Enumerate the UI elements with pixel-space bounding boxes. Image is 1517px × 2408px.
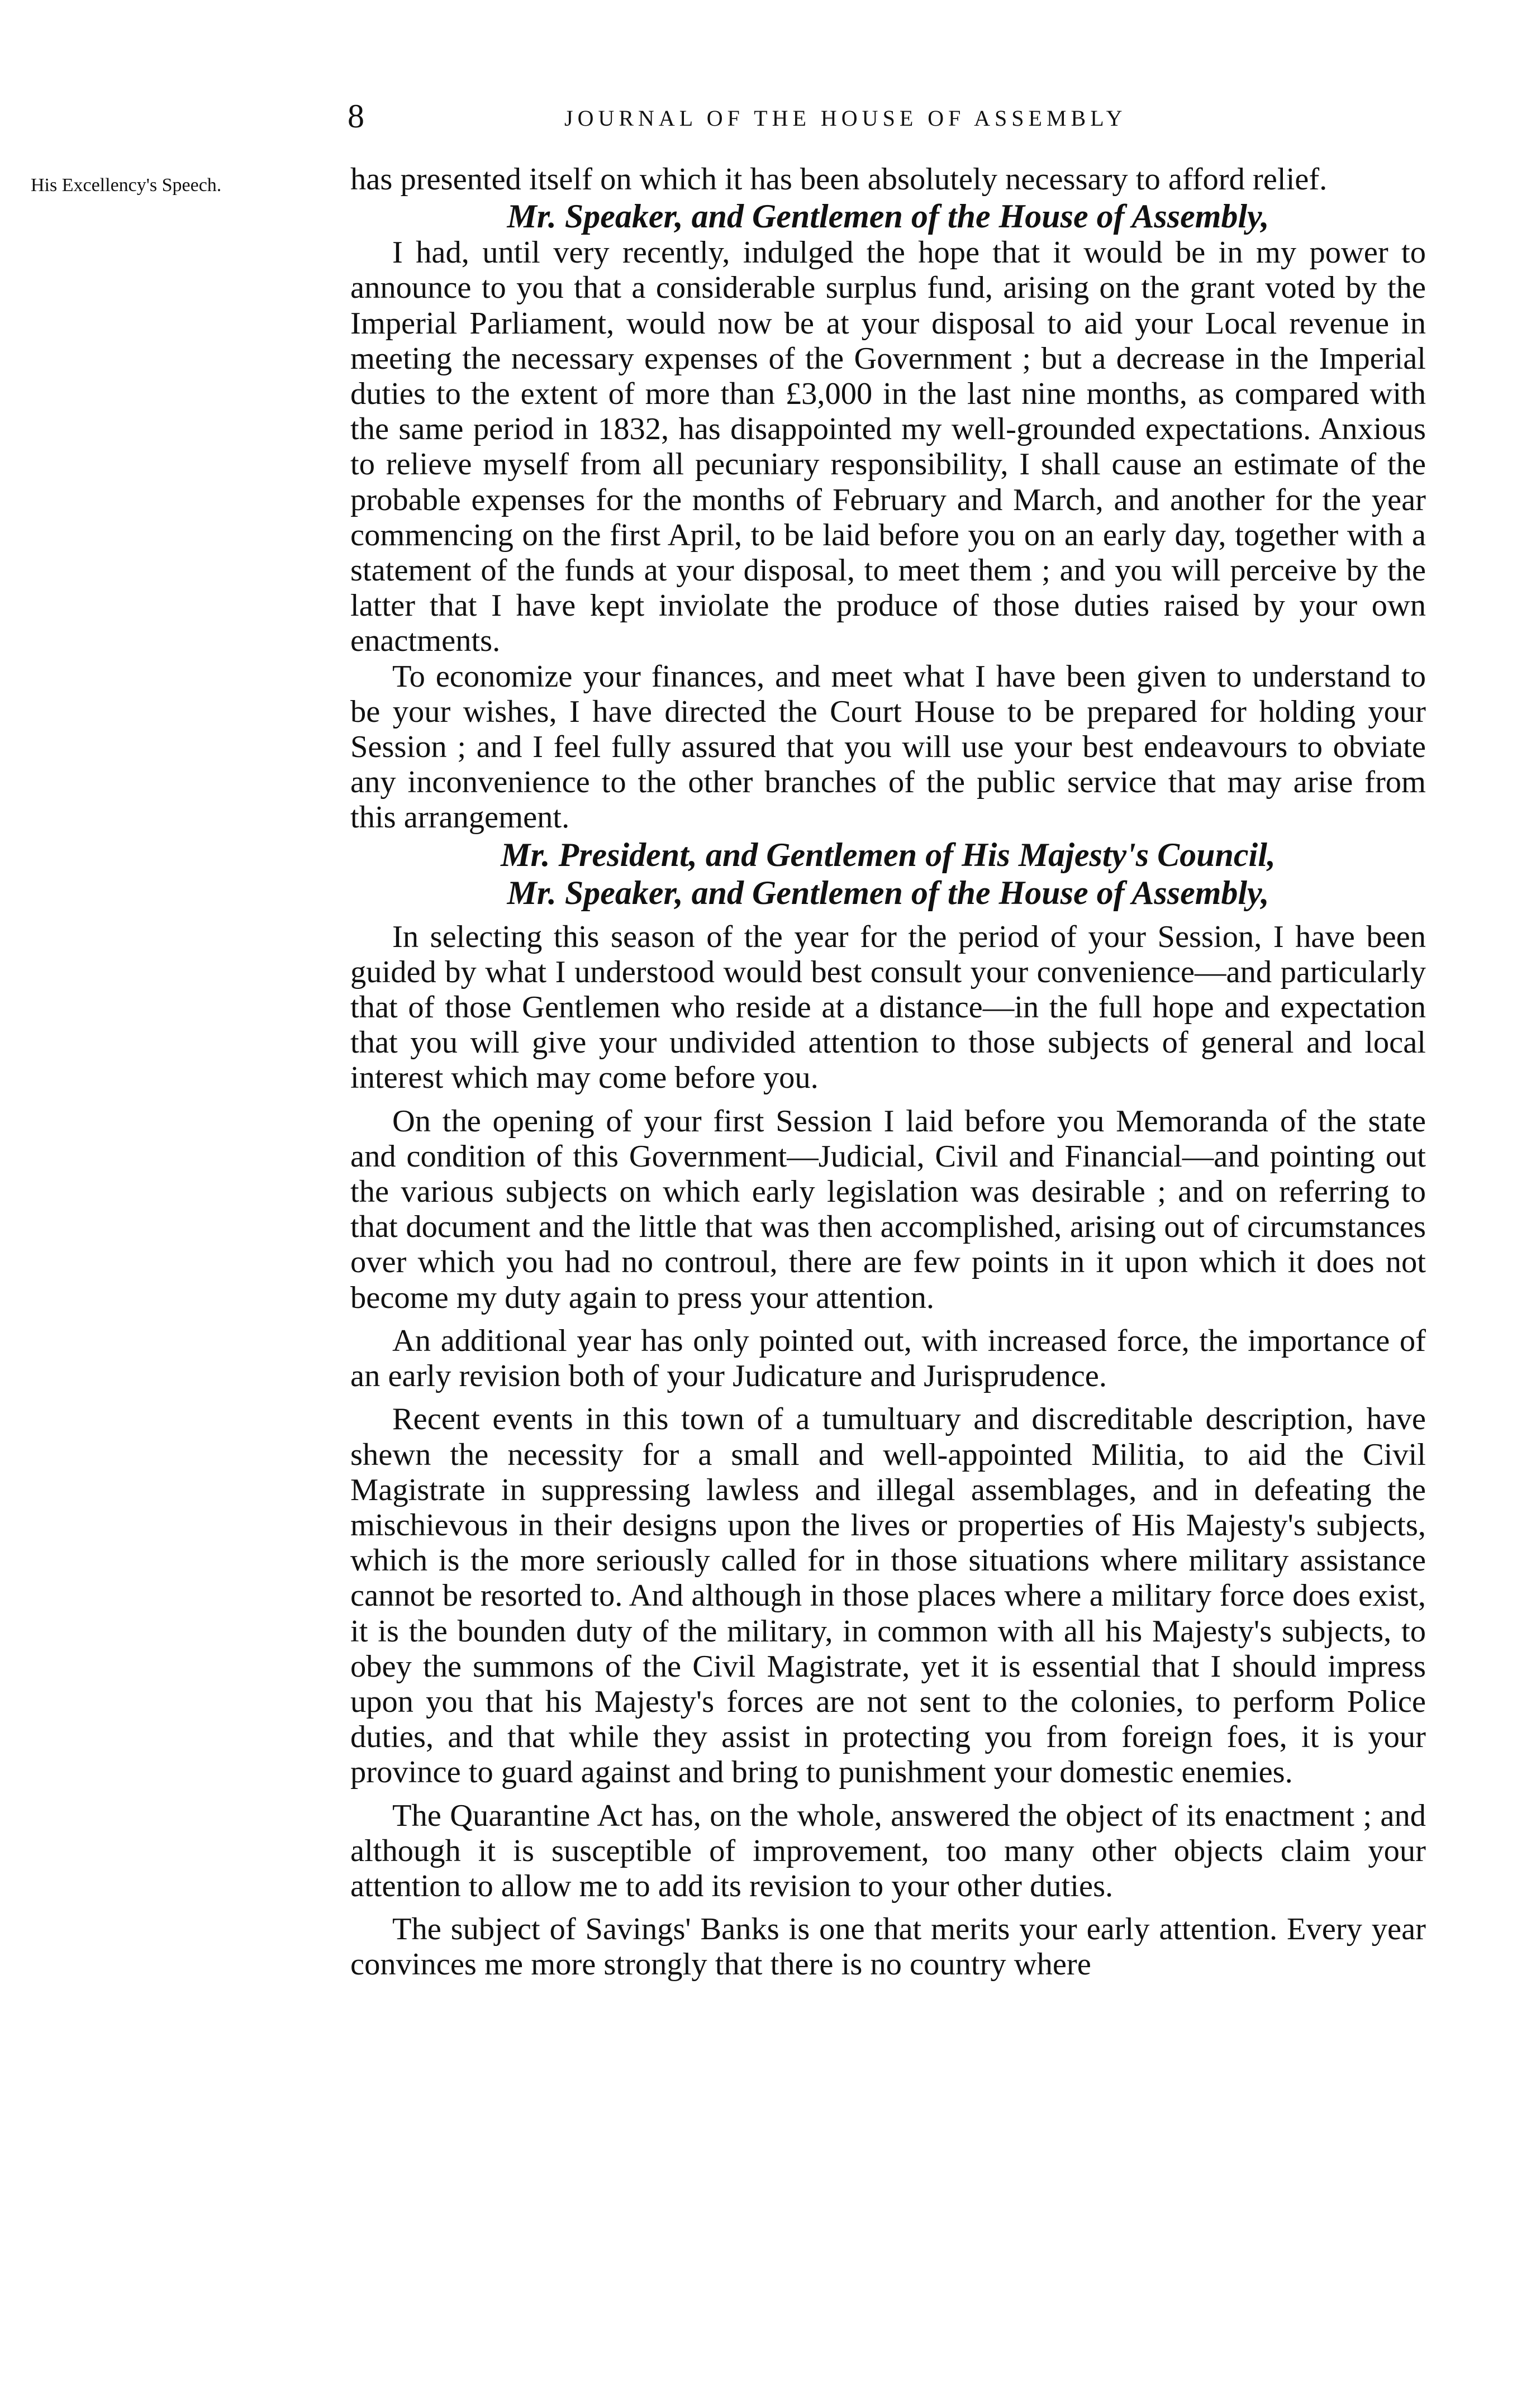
paragraph-savings-banks: The subject of Savings' Banks is one that merits your early attention. Every year convinces me more strongly that there is no country where bbox=[350, 1912, 1426, 1982]
paragraph-quarantine: The Quarantine Act has, on the whole, answered the object of its enactment ; and although it is susceptible of improvement, too many other objects claim your attention to allow me to add its revision to your other duties. bbox=[350, 1798, 1426, 1903]
paragraph-surplus-fund: I had, until very recently, indulged the hope that it would be in my power to announce to you that a considerable surplus fund, arising on the grant voted by the Imperial Parliament, would now be at your disposal to aid your Local revenue in meeting the necessary expenses of the Government ; but a decrease in the Imperial duties to the extent of more than £3,000 in the last nine months, as compared with the same period in 1832, has disappointed my well-grounded expectations. Anxious to relieve myself from all pecuniary responsibility, I shall cause an estimate of the probable expenses for the months of February and March, and another for the year commencing on the first April, to be laid before you on an early day, together with a statement of the funds at your disposal, to meet them ; and you will perceive by the latter that I have kept inviolate the produce of those duties raised by your own enactments. bbox=[350, 235, 1426, 659]
page-header bbox=[0, 99, 1517, 150]
paragraph-militia: Recent events in this town of a tumultuary and discreditable description, have shewn the necessity for a small and well-appointed Militia, to aid the Civil Magistrate in suppressing lawless and illegal assemblages, and in defeating the mischievous in their designs upon the lives or properties of His Majesty's subjects, which is the more seriously called for in those situations where military assistance cannot be resorted to. And although in those places where a military force does exist, it is the bounden duty of the military, in common with all his Majesty's subjects, to obey the summons of the Civil Magistrate, yet it is essential that I should impress upon you that his Majesty's forces are not sent to the colonies, to perform Police duties, and that while they assist in protecting you from foreign foes, it is your province to guard against and bring to punishment your domestic enemies. bbox=[350, 1402, 1426, 1790]
salutation-assembly: Mr. Speaker, and Gentlemen of the House of Assembly, bbox=[507, 198, 1269, 235]
page-number: 8 bbox=[348, 98, 364, 135]
salutation-assembly-second: Mr. Speaker, and Gentlemen of the House of Assembly, bbox=[507, 874, 1269, 911]
running-head: JOURNAL OF THE HOUSE OF ASSEMBLY bbox=[564, 106, 1127, 131]
speech-body bbox=[350, 162, 1426, 1983]
paragraph-first-session: On the opening of your first Session I laid before you Memoranda of the state and condition of this Government—Judicial, Civil and Financial—and pointing out the various subjects on which early legislation was desirable ; and on referring to that document and the little that was then accomplished, arising out of circumstances over which you had no controul, there are few points in it upon which it does not become my duty again to press your attention. bbox=[350, 1103, 1426, 1315]
paragraph-finances: To economize your finances, and meet what I have been given to understand to be your wishes, I have directed the Court House to be prepared for holding your Session ; and I feel fully assured that you will use your best endeavours to obviate any inconvenience to the other branches of the public service that may arise from this arrangement. bbox=[350, 659, 1426, 835]
paragraph-continuation: has presented itself on which it has been absolutely necessary to afford relief. bbox=[350, 162, 1328, 197]
paragraph-judicature: An additional year has only pointed out, with increased force, the importance of an early revision both of your Judicature and Jurisprudence. bbox=[350, 1323, 1426, 1394]
paragraph-season: In selecting this season of the year for the period of your Session, I have been guided by what I understood would best consult your convenience—and particularly that of those Gentlemen who reside at a distance—in the full hope and expectation that you will give your undivided attention to those subjects of general and local interest which may come before you. bbox=[350, 919, 1426, 1096]
margin-note: His Excellency's Speech. bbox=[31, 175, 222, 196]
salutation-council: Mr. President, and Gentlemen of His Majesty's Council, bbox=[501, 836, 1276, 873]
